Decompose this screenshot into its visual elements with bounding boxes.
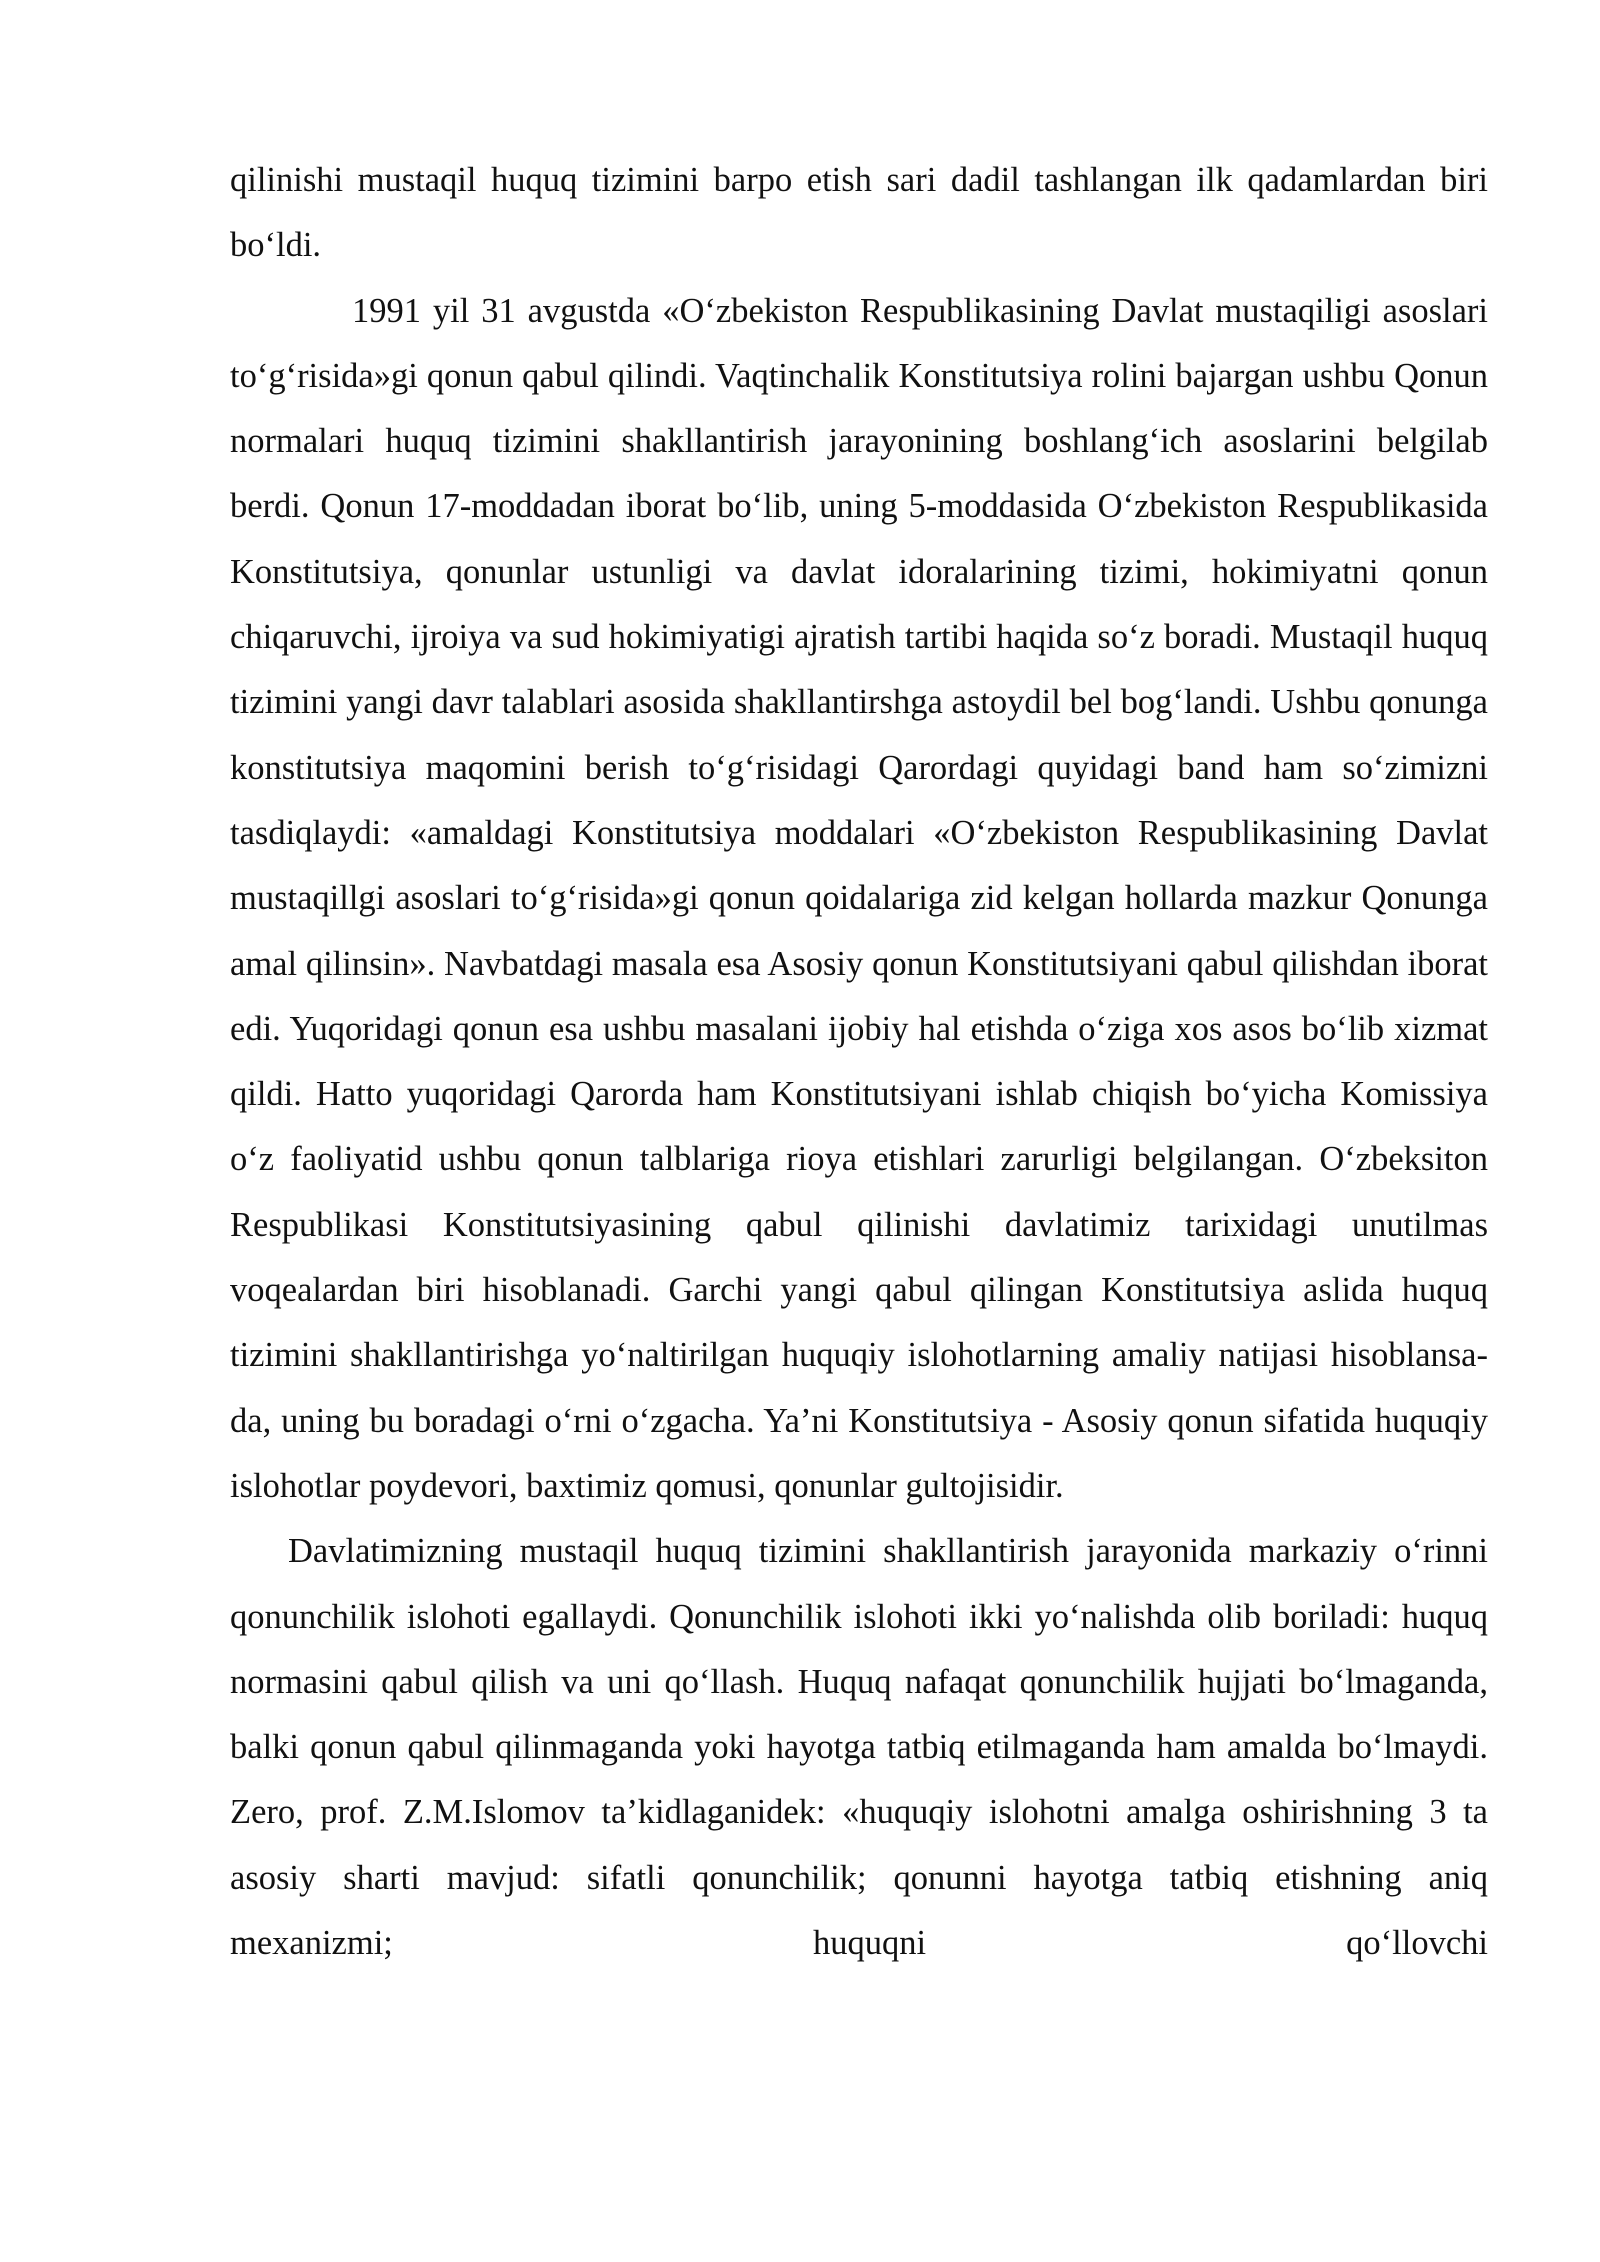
paragraph-legislative-reform: Davlatimizning mustaqil huquq tizimini shakllantirish jarayonida markaziy o‘rinni qonunchilik islohoti egallaydi. Qonunchilik islohoti ikki yo‘nalishda olib boriladi: huquq normasini qabul qilish va uni qo‘llash. Huquq nafaqat qonunchilik hujjati bo‘lmaganda, balki qonun qabul qilinmaganda yoki hayotga tatbiq etilmaganda ham amalda bo‘lmaydi. Zero, prof. Z.M.Islomov ta’kidlaganidek: «huquqiy islohotni amalga oshirishning 3 ta asosiy sharti mavjud: sifatli qonunchilik; qonunni hayotga tatbiq etishning aniq mexanizmi; huquqni qo‘llovchi (230, 1532, 1488, 1963)
paragraph-independence-law: 1991 yil 31 avgustda «O‘zbekiston Respublikasining Davlat mustaqiligi asoslari to‘g‘risida»gi qonun qabul qilindi. Vaqtinchalik Konstitutsiya rolini bajargan ushbu Qonun normalari huquq tizimini shakllantirish jarayonining boshlang‘ich asoslarini belgilab berdi. Qonun 17-moddadan iborat bo‘lib, uning 5-moddasida O‘zbekiston Respublikasida Konstitutsiya, qonunlar ustunligi va davlat idoralarining tizimi, hokimiyatni qonun chiqaruvchi, ijroiya va sud hokimiyatigi ajratish tartibi haqida so‘z boradi. Mustaqil huquq tizimini yangi davr talablari asosida shakllantirshga astoydil bel bog‘landi. Ushbu qonunga konstitutsiya maqomini berish to‘g‘risidagi Qarordagi quyidagi band ham so‘zimizni tasdiqlaydi: «amaldagi Konstitutsiya moddalari «O‘zbekiston Respublikasining Davlat mustaqillgi asoslari to‘g‘risida»gi qonun qoidalariga zid kelgan hollarda mazkur Qonunga amal qilinsin». Navbatdagi masala esa Asosiy qonun Konstitutsiyani qabul qilishdan iborat edi. Yuqoridagi qonun esa ushbu masalani ijobiy hal etishda o‘ziga xos asos bo‘lib xizmat qildi. Hatto yuqoridagi Qarorda ham Konstitutsiyani ishlab chiqish bo‘yicha Komissiya o‘z faoliyatid ushbu qonun talblariga rioya etishlari zarurligi belgilangan. O‘zbeksiton Respublikasi Konstitutsiyasining qabul qilinishi davlatimiz tarixidagi unutilmas voqealardan biri hisoblanadi. Garchi yangi qabul qilingan Konstitutsiya aslida huquq tizimini shakllantirishga yo‘naltirilgan huquqiy islohotlarning amaliy natijasi hisoblansa-da, uning bu boradagi o‘rni o‘zgacha. Ya’ni Konstitutsiya - Asosiy qonun sifatida huquqiy islohotlar poydevori, baxtimiz qomusi, qonunlar gultojisidir. (230, 291, 1488, 1505)
document-page (230, 148, 1488, 1976)
paragraph-continuation: qilinishi mustaqil huquq tizimini barpo etish sari dadil tashlangan ilk qadamlardan biri bo‘ldi. (230, 161, 1488, 265)
